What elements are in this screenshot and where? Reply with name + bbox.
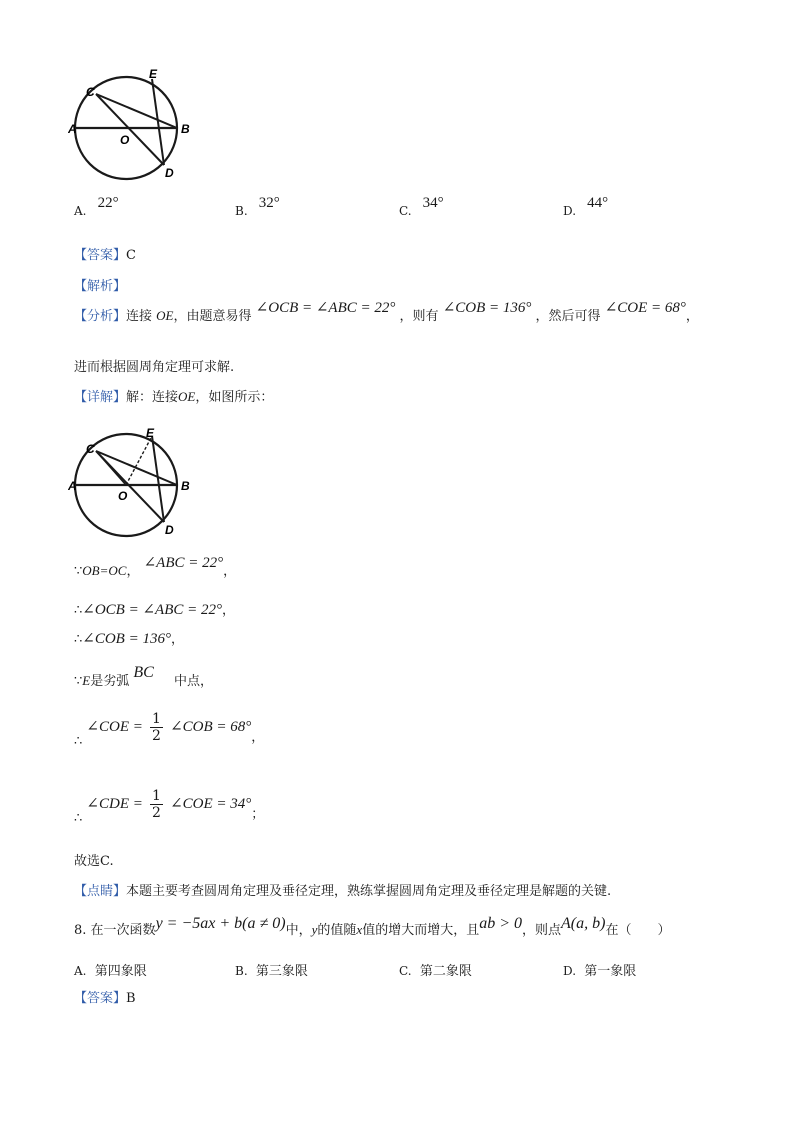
label-a: A [68,479,77,493]
step-3: ∴∠COB = 136°， [74,631,184,647]
chord-cb [96,94,177,128]
label-o: O [118,489,128,503]
step-6: ∴ ∠CDE = $\frac{1}{2}$ ∠COE = 34°； [74,788,265,826]
q7-fenxi-line2: 进而根据圆周角定理可求解. [74,360,235,375]
label-a: A [68,122,77,136]
label-o: O [120,133,130,147]
fraction-half: $\frac{1}{2}$ [152,788,161,821]
q7-option-a[interactable]: A. 22° [74,195,119,218]
label-c: C [86,85,95,99]
label-d: D [165,166,174,180]
q8-option-a[interactable]: A. 第四象限 [74,964,147,979]
q7-option-b[interactable]: B. 32° [235,195,280,218]
step-4: ∵E是劣弧 BC 中点， [74,664,213,689]
dianjing: 【点睛】本题主要考查圆周角定理及垂径定理，熟练掌握圆周角定理及垂径定理是解题的关键. [74,884,612,899]
label-b: B [181,122,190,136]
q8-option-b[interactable]: B. 第三象限 [235,964,308,979]
q7-detail: 【详解】解：连接OE，如图所示： [74,389,274,405]
label-e: E [146,426,155,440]
choose-answer: 故选C. [74,854,114,869]
step-5: ∴ ∠COE = $\frac{1}{2}$ ∠COB = 68°， [74,711,265,749]
circle-figure-2 [68,425,208,543]
q8-function: y = −5ax + b(a ≠ 0) [155,915,286,932]
fraction-half: $\frac{1}{2}$ [152,711,161,744]
q7-answer: 【答案】C [74,248,136,263]
circle-figure-1 [68,66,208,184]
label-c: C [86,442,95,456]
q7-fenxi: 【分析】连接 OE，由题意易得 ∠OCB = ∠ABC = 22° ，则有 ∠COB = 136° ，然后可得 ∠COE = 68°， [74,300,699,324]
label-d: D [165,523,174,537]
q7-option-d[interactable]: D. 44° [563,195,609,218]
q8-option-d[interactable]: D. 第一象限 [563,964,637,979]
segment-co [96,451,126,485]
chord-cd [96,94,164,165]
chord-cb [96,451,177,485]
q8-stem: 8. 在一次函数y = −5ax + b(a ≠ 0)中，y的值随x值的增大而增大，且ab > 0，则点A(a, b)在（ ） [74,915,671,938]
q7-option-c[interactable]: C. 34° [399,195,444,218]
label-b: B [181,479,190,493]
q8-answer: 【答案】B [74,991,136,1006]
label-e: E [149,67,158,81]
q8-option-c[interactable]: C. 第二象限 [399,964,472,979]
q7-analysis-tag: 【解析】 [74,279,127,294]
arc-bc: BC [133,664,154,681]
step-1: ∵OB=OC， ∠ABC = 22°， [74,555,237,579]
dashed-oe [126,436,152,485]
step-2: ∴∠OCB = ∠ABC = 22°， [74,602,236,618]
